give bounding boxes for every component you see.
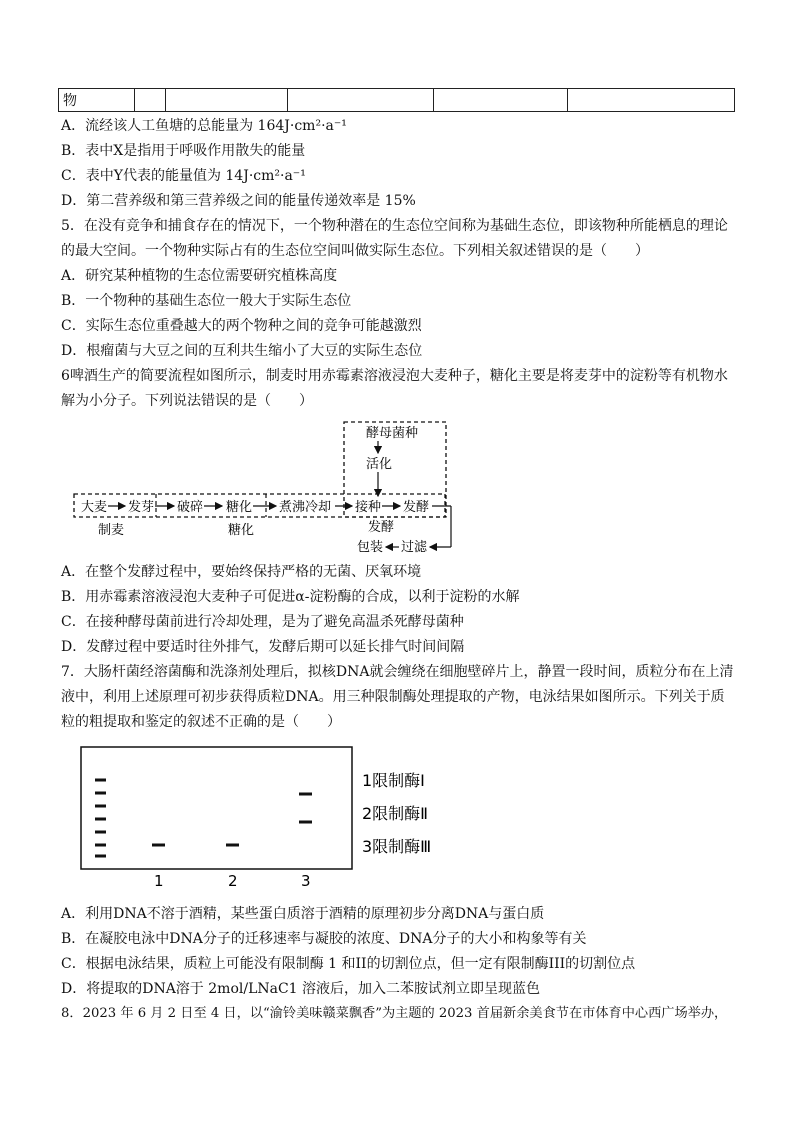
flow-step-barley: 大麦 xyxy=(81,500,108,515)
lane-label-1: 1 xyxy=(154,872,164,890)
legend-enzyme-3: 3限制酶Ⅲ xyxy=(362,837,432,856)
q5-option-b: B．一个物种的基础生态位一般大于实际生态位 xyxy=(61,293,352,309)
q4-option-d: D．第二营养级和第三营养级之间的能量传递效率是 15% xyxy=(61,193,416,209)
q5-option-c: C．实际生态位重叠越大的两个物种之间的竞争可能越激烈 xyxy=(61,318,422,334)
flow-step-ferment: 发酵 xyxy=(403,500,430,515)
legend-enzyme-1: 1限制酶Ⅰ xyxy=(362,771,425,790)
q5-option-a: A．研究某种植物的生态位需要研究植株高度 xyxy=(61,268,338,284)
flow-step-boil-cool: 煮沸冷却 xyxy=(279,500,332,515)
ladder-bands xyxy=(95,780,106,856)
lane-label-2: 2 xyxy=(228,872,238,890)
q6-stem-line1: 6啤酒生产的简要流程如图所示，制麦时用赤霉素溶液浸泡大麦种子，糖化主要是将麦芽中的淀粉等有机物水 xyxy=(61,368,728,384)
q6-option-b: B．用赤霉素溶液浸泡大麦种子可促进α-淀粉酶的合成，以利于淀粉的水解 xyxy=(61,589,520,605)
table-cell: 物 xyxy=(59,89,135,112)
flow-label-saccharification: 糖化 xyxy=(228,523,255,538)
q7-option-b: B．在凝胶电泳中DNA分子的迁移速率与凝胶的浓度、DNA分子的大小和构象等有关 xyxy=(61,931,587,947)
flow-step-inoculate: 接种 xyxy=(355,500,382,515)
q7-stem-line1: 7．大肠杆菌经溶菌酶和洗涤剂处理后，拟核DNA就会缠绕在细胞壁碎片上，静置一段时间，质粒分布在上清 xyxy=(61,664,734,680)
table-cell xyxy=(135,89,166,112)
q6-option-c: C．在接种酵母菌前进行冷却处理，是为了避免高温杀死酵母菌种 xyxy=(61,614,464,630)
q7-option-c: C．根据电泳结果，质粒上可能没有限制酶 1 和II的切割位点，但一定有限制酶III的切割位点 xyxy=(61,956,636,972)
q7-option-a: A．利用DNA不溶于酒精，某些蛋白质溶于酒精的原理初步分离DNA与蛋白质 xyxy=(61,906,545,922)
q6-stem-line2: 解为小分子。下列说法错误的是（ ） xyxy=(61,393,313,409)
flow-step-germinate: 发芽 xyxy=(128,500,155,515)
q4-option-b: B．表中X是指用于呼吸作用散失的能量 xyxy=(61,143,306,159)
table-cell xyxy=(568,89,735,112)
flow-packaging: 包装 xyxy=(357,540,384,555)
flow-step-crush: 破碎 xyxy=(177,500,204,515)
flow-label-malting: 制麦 xyxy=(98,523,125,538)
beer-flow-diagram xyxy=(70,420,460,555)
q8-stem-line1: 8．2023 年 6 月 2 日至 4 日，以“渝铃美味赣菜飘香”为主题的 2023 首届新余美食节在市体育中心西广场举办， xyxy=(61,1006,728,1021)
flow-step-saccharify: 糖化 xyxy=(226,500,253,515)
q4-option-c: C．表中Y代表的能量值为 14J·cm²·a⁻¹ xyxy=(61,168,306,184)
flow-activate: 活化 xyxy=(366,457,393,472)
q5-option-d: D．根瘤菌与大豆之间的互利共生缩小了大豆的实际生态位 xyxy=(61,343,423,359)
flow-yeast: 酵母菌种 xyxy=(366,426,419,441)
q5-stem-line2: 的最大空间。一个物种实际占有的生态位空间叫做实际生态位。下列相关叙述错误的是（ ） xyxy=(61,243,649,259)
q7-stem-line3: 粒的粗提取和鉴定的叙述不正确的是（ ） xyxy=(61,714,341,730)
q5-stem-line1: 5．在没有竞争和捕食存在的情况下，一个物种潜在的生态位空间称为基础生态位，即该物种所能栖息的理论 xyxy=(61,218,728,234)
flow-filter: 过滤 xyxy=(401,540,428,555)
energy-table-last-row xyxy=(58,88,735,112)
q6-option-d: D．发酵过程中要适时往外排气，发酵后期可以延长排气时间间隔 xyxy=(61,639,465,655)
table-cell xyxy=(166,89,288,112)
q7-option-d: D．将提取的DNA溶于 2mol/LNaC1 溶液后，加入二苯胺试剂立即呈现蓝色 xyxy=(61,981,541,997)
gel-electrophoresis-figure xyxy=(80,743,460,893)
table-cell xyxy=(434,89,568,112)
lane-label-3: 3 xyxy=(301,872,311,890)
legend-enzyme-2: 2限制酶Ⅱ xyxy=(362,804,429,823)
q6-option-a: A．在整个发酵过程中，要始终保持严格的无菌、厌氧环境 xyxy=(61,564,422,580)
q4-option-a: A．流经该人工鱼塘的总能量为 164J·cm²·a⁻¹ xyxy=(61,118,347,134)
gel-frame xyxy=(81,747,352,869)
table-cell xyxy=(288,89,434,112)
q7-stem-line2: 液中，利用上述原理可初步获得质粒DNA。用三种限制酶处理提取的产物，电泳结果如图所示。下列关于质 xyxy=(61,689,725,705)
flow-label-fermentation: 发酵 xyxy=(368,520,395,535)
